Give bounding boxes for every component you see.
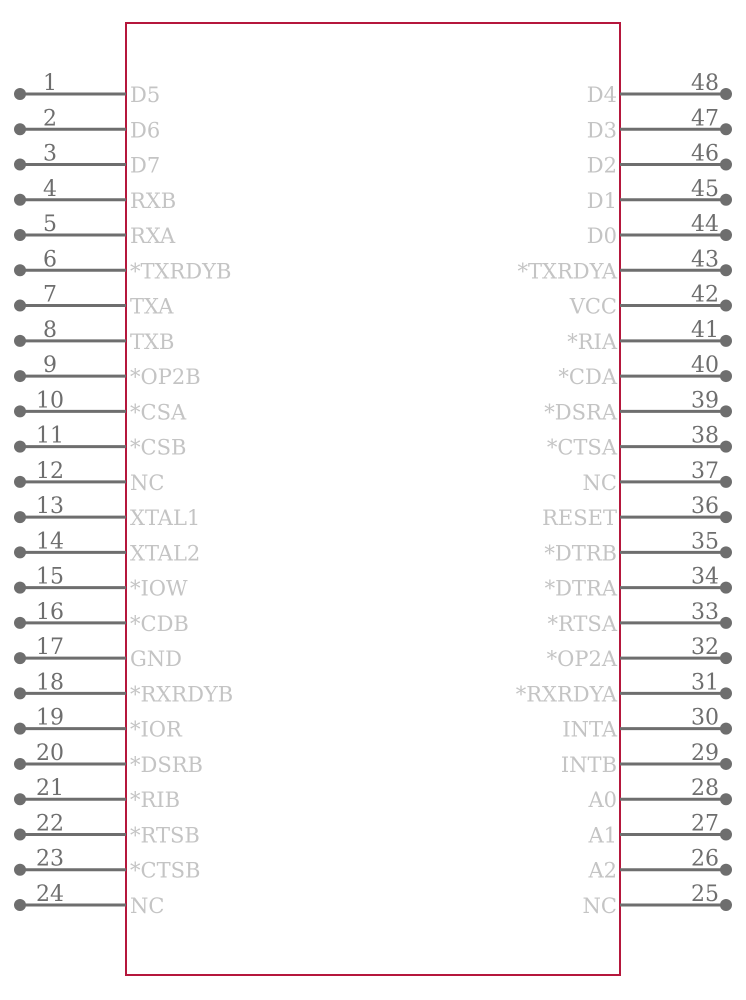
- pin-name: *CTSA: [546, 435, 617, 460]
- pin-terminal-dot: [720, 335, 732, 347]
- pin-number: 28: [691, 776, 719, 802]
- pin-4: [14, 177, 176, 213]
- pin-2: [14, 106, 160, 142]
- pin-terminal-dot: [14, 687, 26, 699]
- pin-number: 33: [691, 599, 719, 625]
- pin-34: [545, 565, 732, 601]
- pin-35: [544, 529, 732, 565]
- pin-number: 11: [36, 423, 64, 449]
- pin-number: 34: [691, 564, 719, 590]
- pin-terminal-dot: [14, 88, 26, 100]
- pin-number: 45: [691, 176, 719, 202]
- pin-name: A2: [588, 858, 617, 883]
- pin-number: 1: [43, 71, 57, 96]
- pin-name: D2: [586, 153, 617, 178]
- pin-terminal-dot: [720, 582, 732, 594]
- pin-terminal-dot: [720, 264, 732, 276]
- pin-number: 3: [43, 141, 57, 167]
- pin-25: [583, 882, 732, 918]
- pin-name: *OP2A: [546, 647, 617, 672]
- left-pin-group: [14, 71, 233, 918]
- pin-name: *RIB: [130, 788, 181, 813]
- pin-terminal-dot: [14, 864, 26, 876]
- pin-terminal-dot: [14, 441, 26, 453]
- pin-terminal-dot: [720, 159, 732, 171]
- pin-terminal-dot: [720, 229, 732, 241]
- pin-number: 48: [691, 71, 719, 96]
- pin-14: [14, 529, 200, 565]
- pin-terminal-dot: [720, 758, 732, 770]
- pin-name: *IOW: [130, 576, 188, 601]
- pin-name: *CDB: [130, 611, 189, 636]
- pin-name: D0: [586, 224, 617, 249]
- pin-number: 8: [43, 317, 57, 343]
- pin-terminal-dot: [14, 546, 26, 558]
- pin-name: *TXRDYB: [130, 259, 232, 284]
- pin-name: D6: [130, 118, 161, 143]
- pin-17: [14, 635, 182, 671]
- pin-number: 4: [43, 176, 57, 202]
- pin-24: [14, 882, 164, 918]
- pin-number: 30: [691, 705, 719, 731]
- pin-number: 18: [36, 670, 64, 696]
- pin-name: *OP2B: [130, 365, 201, 390]
- pin-name: INTA: [562, 717, 617, 742]
- pin-name: *DSRB: [130, 752, 203, 777]
- pin-terminal-dot: [14, 476, 26, 488]
- pin-number: 32: [691, 635, 719, 661]
- pin-32: [547, 635, 732, 671]
- pin-terminal-dot: [14, 828, 26, 840]
- pin-number: 25: [691, 881, 719, 907]
- pin-terminal-dot: [14, 159, 26, 171]
- pin-15: [14, 565, 188, 601]
- pin-number: 47: [691, 106, 719, 132]
- pin-terminal-dot: [720, 899, 732, 911]
- pin-43: [517, 247, 732, 283]
- pin-name: *DSRA: [544, 400, 617, 425]
- pin-number: 22: [36, 811, 64, 837]
- pin-number: 21: [36, 776, 64, 802]
- pin-number: 14: [36, 529, 64, 555]
- pin-number: 26: [691, 846, 719, 872]
- pin-name: TXB: [130, 329, 175, 354]
- pin-terminal-dot: [14, 511, 26, 523]
- pin-name: *RXRDYB: [130, 682, 234, 707]
- pin-27: [587, 811, 732, 847]
- pin-33: [547, 600, 732, 636]
- pin-name: A0: [588, 788, 617, 813]
- pin-terminal-dot: [720, 123, 732, 135]
- pin-name: D5: [130, 83, 161, 107]
- pin-number: 5: [43, 212, 57, 238]
- pin-number: 6: [43, 247, 57, 273]
- pin-42: [569, 283, 732, 319]
- pin-terminal-dot: [720, 546, 732, 558]
- pin-name: *RTSA: [547, 611, 617, 636]
- pin-terminal-dot: [720, 194, 732, 206]
- pin-number: 12: [36, 458, 64, 484]
- ic-body-outline: [126, 23, 620, 975]
- pin-name: D3: [586, 118, 617, 143]
- pin-name: *CSB: [130, 435, 187, 460]
- pin-number: 10: [36, 388, 64, 414]
- pin-13: [14, 494, 200, 530]
- pin-number: 15: [36, 564, 64, 590]
- pin-23: [14, 847, 200, 883]
- pin-31: [516, 670, 732, 706]
- pin-6: [14, 247, 231, 283]
- pin-terminal-dot: [720, 652, 732, 664]
- pin-terminal-dot: [720, 687, 732, 699]
- pin-terminal-dot: [14, 758, 26, 770]
- pin-terminal-dot: [14, 194, 26, 206]
- pin-name: *IOR: [130, 717, 182, 742]
- pin-terminal-dot: [14, 899, 26, 911]
- pin-number: 27: [691, 811, 719, 837]
- pin-9: [14, 353, 201, 389]
- pin-number: 19: [36, 705, 64, 731]
- pin-terminal-dot: [720, 793, 732, 805]
- pin-12: [14, 459, 164, 495]
- pin-terminal-dot: [14, 793, 26, 805]
- pin-number: 31: [691, 670, 719, 696]
- pin-41: [567, 318, 732, 354]
- pin-45: [587, 177, 732, 213]
- pin-terminal-dot: [14, 617, 26, 629]
- pin-number: 41: [691, 317, 719, 343]
- pin-46: [587, 142, 732, 178]
- pin-number: 35: [691, 529, 719, 555]
- pin-name: INTB: [560, 752, 617, 777]
- pin-name: *DTRA: [544, 576, 617, 601]
- pin-10: [14, 388, 187, 424]
- pin-18: [14, 670, 233, 706]
- pin-number: 42: [691, 282, 719, 308]
- pin-name: *DTRB: [544, 541, 617, 566]
- pin-number: 2: [43, 106, 57, 132]
- pin-number: 29: [691, 740, 719, 766]
- pin-name: XTAL2: [130, 541, 201, 566]
- pin-name: XTAL1: [130, 506, 201, 531]
- pin-38: [547, 424, 732, 460]
- pin-number: 38: [691, 423, 719, 449]
- pin-name: RESET: [542, 506, 617, 531]
- pin-terminal-dot: [14, 264, 26, 276]
- pin-number: 43: [691, 247, 719, 273]
- pin-number: 36: [691, 494, 719, 520]
- pin-30: [562, 706, 732, 742]
- pin-number: 39: [691, 388, 719, 414]
- pin-number: 9: [43, 353, 57, 379]
- right-pin-group: [516, 71, 732, 918]
- pin-name: TXA: [130, 294, 174, 319]
- pin-number: 46: [691, 141, 719, 167]
- pin-40: [558, 353, 732, 389]
- pin-36: [542, 494, 732, 530]
- pin-29: [561, 741, 732, 777]
- pin-name: *RXRDYA: [515, 682, 617, 707]
- pin-name: NC: [582, 470, 617, 495]
- pin-number: 24: [36, 881, 64, 907]
- pin-name: *TXRDYA: [517, 259, 617, 284]
- pin-terminal-dot: [14, 405, 26, 417]
- pin-terminal-dot: [720, 441, 732, 453]
- pin-22: [14, 811, 200, 847]
- pin-number: 13: [36, 494, 64, 520]
- pin-48: [587, 71, 732, 107]
- pin-terminal-dot: [14, 123, 26, 135]
- pin-terminal-dot: [14, 652, 26, 664]
- pin-name: *CDA: [558, 365, 617, 390]
- pin-name: D4: [586, 83, 617, 107]
- pin-number: 44: [691, 212, 719, 238]
- pin-name: D1: [586, 188, 617, 213]
- pin-name: *CSA: [130, 400, 187, 425]
- pin-terminal-dot: [720, 617, 732, 629]
- pin-name: NC: [130, 470, 165, 495]
- pin-terminal-dot: [720, 300, 732, 312]
- pin-28: [587, 776, 732, 812]
- pin-name: *CTSB: [130, 858, 201, 883]
- pin-name: *RTSB: [130, 823, 200, 848]
- pin-terminal-dot: [14, 229, 26, 241]
- pin-terminal-dot: [720, 88, 732, 100]
- pin-terminal-dot: [720, 864, 732, 876]
- pin-terminal-dot: [14, 335, 26, 347]
- pin-11: [14, 424, 186, 460]
- pin-8: [14, 318, 174, 354]
- pin-number: 23: [36, 846, 64, 872]
- pin-name: NC: [130, 893, 165, 918]
- pin-47: [587, 106, 732, 142]
- pin-terminal-dot: [14, 582, 26, 594]
- pin-name: D7: [130, 153, 161, 178]
- pin-number: 40: [691, 353, 719, 379]
- pin-terminal-dot: [720, 828, 732, 840]
- pin-terminal-dot: [14, 300, 26, 312]
- pin-terminal-dot: [14, 370, 26, 382]
- pin-terminal-dot: [14, 723, 26, 735]
- pin-name: RXA: [130, 224, 176, 249]
- pin-name: NC: [582, 893, 617, 918]
- pin-number: 16: [36, 599, 64, 625]
- pin-terminal-dot: [720, 723, 732, 735]
- pin-number: 37: [691, 458, 719, 484]
- pin-number: 17: [36, 635, 64, 661]
- pin-20: [14, 741, 203, 777]
- pin-name: VCC: [569, 294, 617, 319]
- pin-number: 7: [43, 282, 57, 308]
- pin-7: [14, 283, 174, 319]
- pin-16: [14, 600, 189, 636]
- pin-1: [14, 71, 160, 107]
- pin-5: [14, 212, 176, 248]
- pin-name: GND: [130, 647, 182, 672]
- pin-19: [14, 706, 183, 742]
- pin-name: *RIA: [567, 329, 617, 354]
- pin-44: [587, 212, 732, 248]
- pin-terminal-dot: [720, 405, 732, 417]
- pin-39: [544, 388, 732, 424]
- pin-26: [587, 847, 732, 883]
- pin-name: RXB: [130, 188, 177, 213]
- pin-name: A1: [588, 823, 617, 848]
- pin-3: [14, 142, 160, 178]
- pin-number: 20: [36, 740, 64, 766]
- pin-terminal-dot: [720, 476, 732, 488]
- pin-terminal-dot: [720, 370, 732, 382]
- pin-21: [14, 776, 180, 812]
- pin-terminal-dot: [720, 511, 732, 523]
- pin-37: [583, 459, 732, 495]
